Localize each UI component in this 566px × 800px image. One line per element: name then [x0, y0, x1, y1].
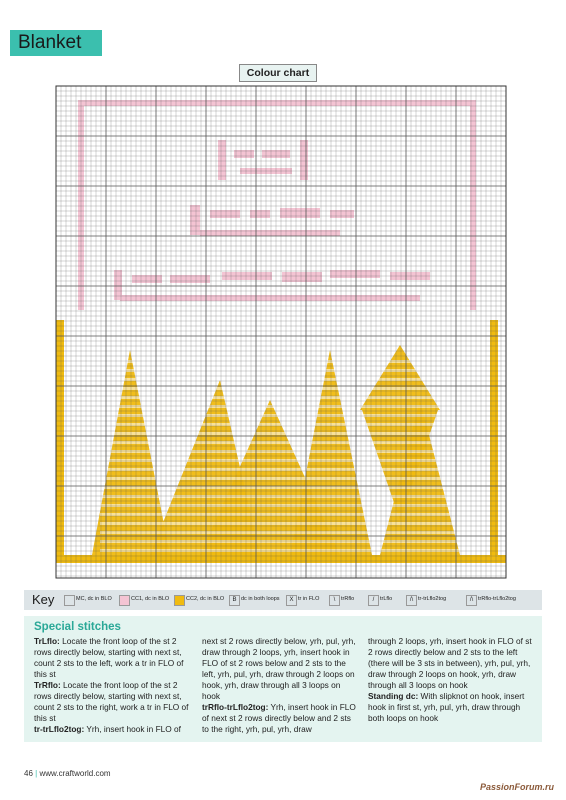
pink-motif-block: [250, 210, 270, 218]
key-swatch-x: X: [286, 595, 297, 606]
key-swatch-trlflo: /: [368, 595, 379, 606]
stitch-entry: TrRflo: Locate the front loop of the st 2 rows directly below, starting with next st, count 2 sts to the right, work a tr in FLO of this st: [34, 680, 189, 723]
stitches-col-2: [202, 636, 360, 735]
key-label-trrtrl: trRflo-trLflo2tog: [478, 596, 516, 602]
key-swatch-trrflo: \: [329, 595, 340, 606]
stitches-col-1: [34, 636, 194, 735]
key-bar: [24, 590, 542, 610]
key-label-trtr: tr-trLflo2tog: [418, 596, 447, 602]
key-swatch-cc1: [119, 595, 130, 606]
key-label-trlflo: trLflo: [380, 596, 393, 602]
chart-label: Colour chart: [239, 64, 317, 82]
stitch-entry: next st 2 rows directly below, yrh, pul, yrh, draw through 2 loops, yrh, insert hook in FLO of st 2 rows below and 2 sts to the left, yrh, pul, yrh, draw through 2 loops on hook, yrh, draw through all 3 loops on hook: [202, 636, 356, 701]
key-swatch-mc: [64, 595, 75, 606]
page-title: Blanket: [18, 32, 82, 53]
special-stitches-box: [24, 616, 542, 742]
stitch-entry: TrLflo: Locate the front loop of the st 2 rows directly below, starting with next st, count 2 sts to the left, work a tr in FLO of this st: [34, 636, 184, 679]
stitch-entry: tr-trLflo2tog: Yrh, insert hook in FLO of: [34, 724, 181, 734]
key-label-trrflo: trRflo: [341, 596, 355, 602]
page-number: 46: [24, 769, 33, 778]
footer: 46 | www.craftworld.com: [24, 769, 111, 778]
stitch-entry: through 2 loops, yrh, insert hook in FLO of st 2 rows directly below and 2 sts to the left (there will be 3 sts in between), yrh, pul, yrh, draw through 2 loops on hook, yrh, draw through all 3 loops on hook: [368, 636, 532, 690]
key-swatch-b: B: [229, 595, 240, 606]
key-swatch-trtr: /\: [406, 595, 417, 606]
pink-motif-block: [330, 270, 380, 278]
pink-motif-block: [190, 205, 200, 235]
pink-motif-block: [210, 210, 240, 218]
key-label-x: tr in FLO: [298, 596, 320, 602]
watermark: PassionForum.ru: [479, 782, 554, 792]
key-swatch-trrtrl: /\: [466, 595, 477, 606]
pink-motif-block: [132, 275, 162, 283]
key-label-cc2: CC2, dc in BLO: [186, 596, 225, 602]
key-title: Key: [32, 592, 55, 607]
key-label-mc: MC, dc in BLO: [76, 596, 112, 602]
stitches-col-3: [368, 636, 532, 724]
key-label-b: dc in both loops: [241, 596, 280, 602]
key-swatch-cc2: [174, 595, 185, 606]
key-label-cc1: CC1, dc in BLO: [131, 596, 170, 602]
site-link[interactable]: www.craftworld.com: [39, 769, 111, 778]
stitch-entry: trRflo-trLflo2tog: Yrh, insert hook in FLO of next st 2 rows directly below and 2 sts to the right, yrh, pul, yrh, draw: [202, 702, 356, 734]
stitch-entry: Standing dc: With slipknot on hook, insert hook in first st, yrh, pul, yrh, draw through both loops on hook: [368, 691, 525, 723]
special-stitches-title: Special stitches: [34, 621, 121, 633]
pink-motif-block: [330, 210, 354, 218]
